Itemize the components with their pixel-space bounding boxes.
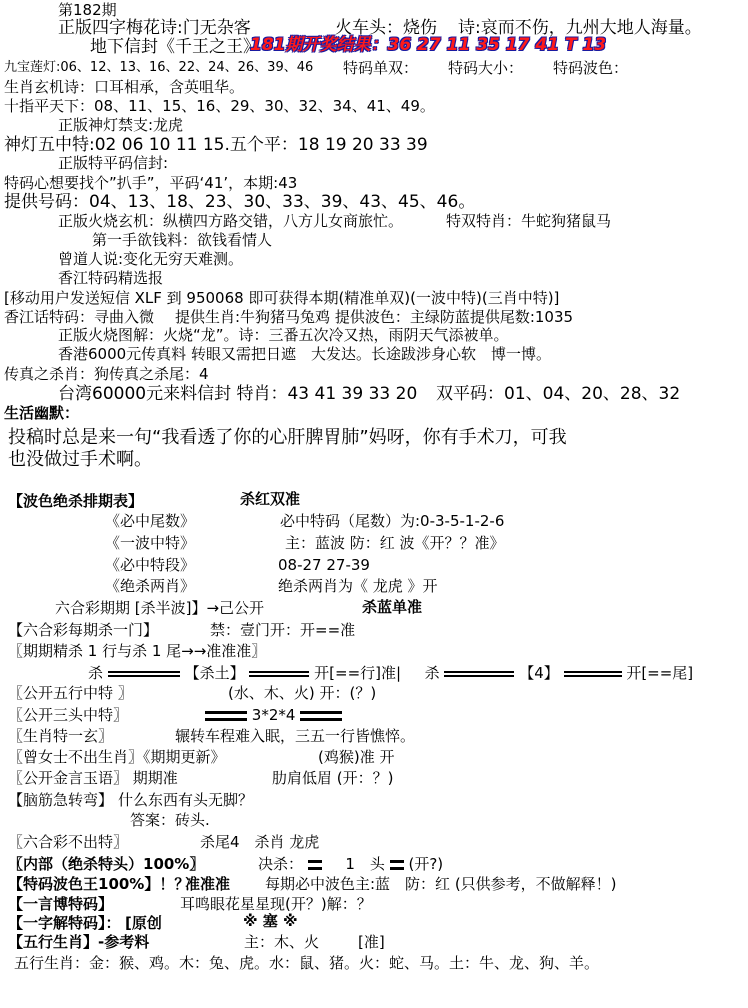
open-question: (开?)	[408, 855, 444, 873]
provided-numbers: 提供号码：04、13、18、23、30、33、39、43、45、46。	[4, 192, 476, 212]
xiangjiang-title: 香江特码精选报	[58, 269, 164, 287]
special-range-label: 《必中特段》	[105, 556, 196, 574]
ten-fingers-numbers: 十指平天下：08、11、15、16、29、30、32、34、41、49。	[4, 97, 435, 115]
double-line-divider	[444, 671, 514, 677]
three-head-row	[205, 707, 342, 724]
brain-teaser-question: 什么东西有头无脚？	[118, 791, 254, 809]
no-special-value: 杀尾4 杀肖 龙虎	[200, 833, 320, 851]
three-head-value: 3*2*4	[251, 706, 296, 724]
double-line-divider	[249, 671, 309, 677]
triple-accurate-text: 准准准	[185, 875, 231, 893]
golden-words-label: 〖公开金言玉语〗 期期准	[8, 769, 178, 787]
zodiac-mystery-value: 辗转车程难入眠，三五一行皆憔悴。	[175, 727, 416, 745]
sms-promo-text[interactable]: [移动用户发送短信 XLF 到 950068 即可获得本期(精准单双)(一波中特)(三肖中特)]	[4, 289, 560, 307]
humor-label: 生活幽默：	[4, 404, 80, 422]
kill-label: 杀	[424, 664, 440, 682]
triple-bar-icon	[300, 711, 342, 721]
golden-words-value: 肋肩低眉 (开：？)	[272, 769, 394, 787]
open-element-bracket: 开[==行]准|	[314, 664, 402, 682]
five-element-value: (水、木、火) 开：(？)	[228, 684, 377, 702]
one-head-value: 1 头	[345, 855, 385, 873]
kill-two-value: 绝杀两肖为《 龙虎 》开	[278, 577, 438, 595]
one-char-label: 【一字解特码】：	[8, 914, 121, 932]
fire-diagram-text: 正版火烧图解：火烧“龙”。诗：三番五次冷又热，雨阴天气添被单。	[58, 326, 509, 344]
poem-text: 诗:哀而不伤，九州大地人海量。	[458, 18, 702, 38]
wave-schedule-title: 【波色绝杀排期表】	[8, 492, 144, 510]
accurate-tag: [准]	[358, 933, 385, 951]
kill-two-label: 《绝杀两肖》	[105, 577, 196, 595]
xiangjiang-talk-text: 香江话特码：寻曲入微	[4, 308, 155, 326]
underground-envelope-title: 地下信封《千王之王》	[90, 37, 260, 57]
train-head-text: 火车头：烧伤	[335, 18, 437, 38]
ms-zeng-label: 〖曾女士不出生肖〗《期期更新》	[8, 748, 226, 766]
one-wave-label: 《一波中特》	[105, 534, 196, 552]
kill-element-row	[88, 665, 693, 682]
wave-color-label: 特码波色：	[553, 59, 629, 77]
provided-zodiac-text: 提供生肖:牛狗猪马兔鸡 提供波色：主绿防蓝提供尾数:1035	[175, 308, 574, 326]
zeng-says-text: 曾道人说:变化无穷天难测。	[58, 250, 244, 268]
original-tag: [原创	[125, 914, 162, 932]
wave-king-label: 【特码波色王100%】！？	[8, 875, 190, 893]
double-zodiac-text: 特双特肖：牛蛇狗猪鼠马	[446, 212, 612, 230]
internal-kill-label: 〖内部（绝杀特头）100%〗	[8, 855, 205, 873]
taiwan-envelope-text: 台湾60000元来料信封 特肖：43 41 39 33 20	[58, 384, 418, 404]
open-tail-bracket: 开[==尾]	[626, 664, 694, 682]
plum-poem-title: 正版四字梅花诗:门无杂客	[58, 18, 251, 38]
one-word-label: 【一言博特码】	[8, 895, 114, 913]
kill-blue-text: 杀蓝单准	[362, 598, 423, 616]
issue-number: 第182期	[58, 1, 117, 19]
one-wave-value: 主：蓝波 防：红 波《开？？准》	[285, 534, 505, 552]
kill-label: 杀	[88, 664, 104, 682]
lamp-ban-text: 正版神灯禁支:龙虎	[58, 116, 184, 134]
brain-teaser-label: 【脑筋急转弯】	[8, 791, 114, 809]
one-word-value: 耳鸣眼花星星现(开？)解：？	[180, 895, 372, 913]
equals-icon	[390, 860, 404, 870]
joke-line-1: 投稿时总是来一句“我看透了你的心肝脾胃肺”妈呀，你有手术刀，可我	[8, 427, 567, 448]
double-flat-numbers: 双平码：01、04、20、28、32	[436, 384, 681, 404]
triple-bar-icon	[205, 711, 247, 721]
five-element-label: 〖公开五行中特 〗	[8, 684, 133, 702]
special-range-value: 08-27 27-39	[278, 556, 370, 574]
size-label: 特码大小：	[448, 59, 524, 77]
lotus-lamp-numbers: 九宝莲灯:06、12、13、16、22、24、26、39、46	[4, 60, 314, 75]
hk-fax-text: 香港6000元传真料 转眼又需把日遮 大发达。长途跋涉身心软 博一博。	[58, 345, 551, 363]
zodiac-mystery-label: 〖生肖特一玄〗	[8, 727, 114, 745]
half-wave-text: 六合彩期期 [杀半波]】→己公开	[55, 599, 265, 617]
draw-result-banner: 181期开奖结果：36 27 11 35 17 41 T 13	[250, 35, 607, 55]
double-line-divider	[564, 671, 622, 677]
special-envelope-label: 正版特平码信封:	[58, 154, 169, 172]
double-line-divider	[108, 671, 180, 677]
five-zodiac-label: 【五行生肖】-参考料	[8, 933, 150, 951]
wave-king-value: 每期必中波色主:蓝 防：红 (只供参考，不做解释！)	[265, 875, 617, 893]
no-special-label: 〖六合彩不出特〗	[8, 833, 129, 851]
lamp-five-numbers: 神灯五中特:02 06 10 11 15.五个平：18 19 20 33 39	[4, 135, 428, 155]
pickpocket-riddle: 特码心想要找个”扒手”，平码‘41’，本期:43	[4, 174, 298, 192]
kill-door-label: 【六合彩每期杀一门】	[8, 621, 159, 639]
fax-kill-text: 传真之杀肖：狗传真之杀尾：4	[4, 365, 209, 383]
kill-door-value: 禁：壹门开：开==准	[210, 621, 356, 639]
kill-earth-bracket: 【杀土】	[184, 664, 245, 682]
five-element-zodiac-list: 五行生肖：金：猴、鸡。木：兔、虎。水：鼠、猪。火：蛇、马。土：牛、龙、狗、羊。	[14, 954, 600, 972]
odd-even-label: 特码单双：	[343, 59, 419, 77]
kill-red-text: 杀红双准	[240, 490, 301, 508]
zodiac-poem: 生肖玄机诗：口耳相承，含英咀华。	[4, 78, 245, 96]
tail-number-value: 必中特码（尾数）为:0-3-5-1-2-6	[280, 512, 505, 530]
fire-mystery-text: 正版火烧玄机：纵横四方路交错，八方儿女商旅忙。	[58, 212, 404, 230]
ms-zeng-value: (鸡猴)准 开	[318, 748, 395, 766]
brain-teaser-answer: 答案：砖头.	[130, 811, 210, 829]
internal-kill-row	[258, 856, 443, 873]
equals-icon	[308, 860, 322, 870]
decisive-kill-label: 决杀：	[258, 855, 304, 873]
char-clue: ※ 塞 ※	[243, 912, 298, 930]
tail-four-bracket: 【4】	[519, 664, 559, 682]
kill-element-title: 〖期期精杀 1 行与杀 1 尾→→准准准〗	[8, 642, 267, 660]
tail-number-label: 《必中尾数》	[105, 512, 196, 530]
five-zodiac-main: 主：木、火	[244, 933, 320, 951]
three-head-label: 〖公开三头中特〗	[8, 706, 129, 724]
first-hand-text: 第一手欲钱料：欲钱看情人	[92, 231, 273, 249]
joke-line-2: 也没做过手术啊。	[8, 449, 152, 470]
